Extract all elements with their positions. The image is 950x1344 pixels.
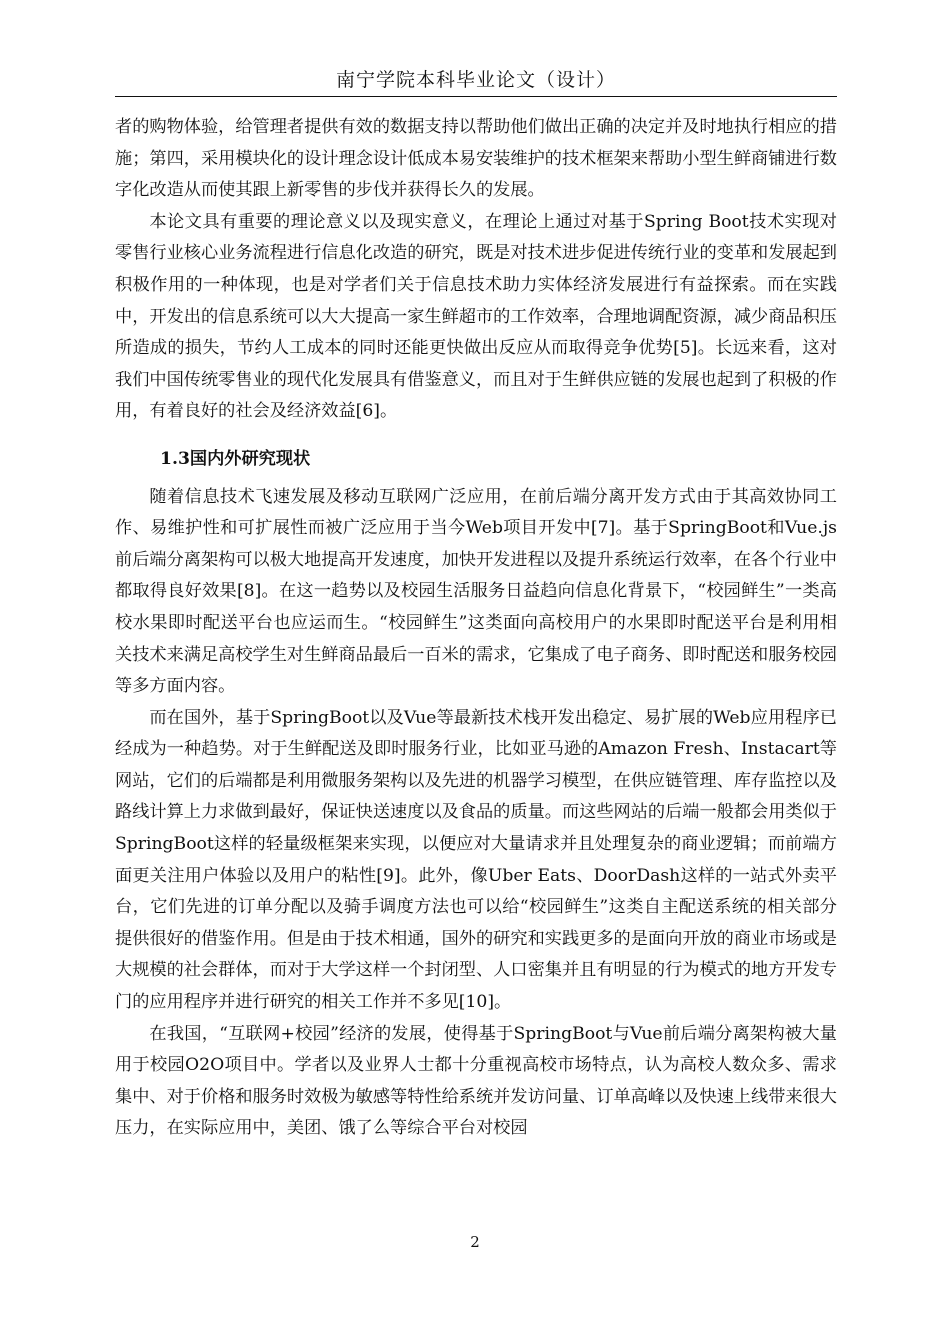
paragraph-overview: 随着信息技术飞速发展及移动互联网广泛应用，在前后端分离开发方式由于其高效协同工作、易维护性和可扩展性而被广泛应用于当今Web项目开发中[7]。基于SpringBoot和Vue.js前后端分离架构可以极大地提高开发速度，加快开发进程以及提升系统运行效率，在各个行业中都取得良好效果[8]。在这一趋势以及校园生活服务日益趋向信息化背景下，“校园鲜生”一类高校水果即时配送平台也应运而生。“校园鲜生”这类面向高校用户的水果即时配送平台是利用相关技术来满足高校学生对生鲜商品最后一百米的需求，它集成了电子商务、即时配送和服务校园等多方面内容。 <box>115 486 837 697</box>
body-text <box>115 112 837 1145</box>
running-header: 南宁学院本科毕业论文（设计） <box>335 69 616 91</box>
header-rule <box>115 96 837 97</box>
section-heading: 1.3国内外研究现状 <box>160 448 311 469</box>
paragraph-domestic-research: 在我国，“互联网+校园”经济的发展，使得基于SpringBoot与Vue前后端分离架构被大量用于校园O2O项目中。学者以及业界人士都十分重视高校市场特点，认为高校人数众多、需求集中、对于价格和服务时效极为敏感等特性给系统并发访问量、订单高峰以及快速上线带来很大压力，在实际应用中，美团、饿了么等综合平台对校园 <box>115 1023 837 1139</box>
page-number: 2 <box>470 1233 480 1251</box>
paragraph-continued: 者的购物体验，给管理者提供有效的数据支持以帮助他们做出正确的决定并及时地执行相应的措施；第四，采用模块化的设计理念设计低成本易安装维护的技术框架来帮助小型生鲜商铺进行数字化改造从而使其跟上新零售的步伐并获得长久的发展。 <box>115 117 837 201</box>
paragraph-significance: 本论文具有重要的理论意义以及现实意义，在理论上通过对基于Spring Boot技术实现对零售行业核心业务流程进行信息化改造的研究，既是对技术进步促进传统行业的变革和发展起到积极作用的一种体现，也是对学者们关于信息技术助力实体经济发展进行有益探索。而在实践中，开发出的信息系统可以大大提高一家生鲜超市的工作效率，合理地调配资源，减少商品积压所造成的损失，节约人工成本的同时还能更快做出反应从而取得竞争优势[5]。长远来看，这对我们中国传统零售业的现代化发展具有借鉴意义，而且对于生鲜供应链的发展也起到了积极的作用，有着良好的社会及经济效益[6]。 <box>115 211 837 422</box>
paragraph-foreign-research: 而在国外，基于SpringBoot以及Vue等最新技术栈开发出稳定、易扩展的Web应用程序已经成为一种趋势。对于生鲜配送及即时服务行业，比如亚马逊的Amazon Fresh、Instacart等网站，它们的后端都是利用微服务架构以及先进的机器学习模型，在供应链管理、库存监控以及路线计算上力求做到最好，保证快送速度以及食品的质量。而这些网站的后端一般都会用类似于SpringBoot这样的轻量级框架来实现，以便应对大量请求并且处理复杂的商业逻辑；而前端方面更关注用户体验以及用户的粘性[9]。此外，像Uber Eats、DoorDash这样的一站式外卖平台，它们先进的订单分配以及骑手调度方法也可以给“校园鲜生”这类自主配送系统的相关部分提供很好的借鉴作用。但是由于技术相通，国外的研究和实践更多的是面向开放的商业市场或是大规模的社会群体，而对于大学这样一个封闭型、人口密集并且有明显的行为模式的地方开发专门的应用程序并进行研究的相关工作并不多见[10]。 <box>115 707 837 1013</box>
